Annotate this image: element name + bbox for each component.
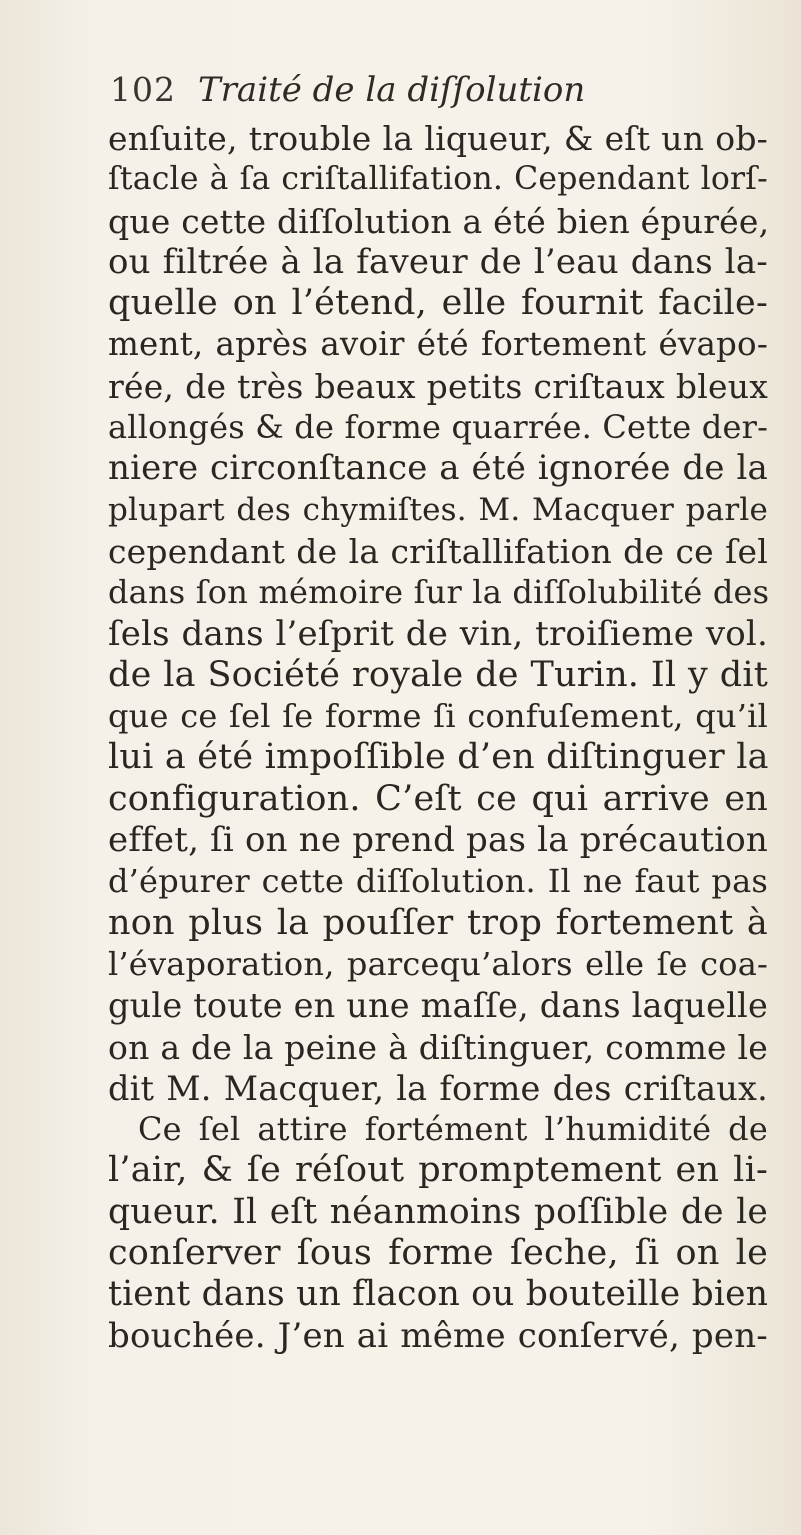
body-text xyxy=(108,118,768,1357)
text-line: niere circonſtance a été ignorée de la xyxy=(108,448,768,489)
text-line: cependant de la criſtallifation de ce ſel xyxy=(108,531,768,571)
text-line: allongés & de forme quarrée. Cette der- xyxy=(108,408,769,447)
text-line: lui a été impoſſible d’en diſtinguer la xyxy=(108,737,769,778)
text-line: que cette diſſolution a été bien épurée, xyxy=(108,201,770,241)
text-line: enſuite, trouble la liqueur, & eſt un ob- xyxy=(108,119,768,158)
text-line: l’évaporation, parcequ’alors elle ſe coa- xyxy=(108,944,768,983)
text-line: l’air, & ſe réſout promptement en li- xyxy=(108,1150,768,1191)
text-line: tient dans un flacon ou bouteille bien xyxy=(108,1274,769,1315)
text-line: dit M. Macquer, la forme des criſtaux. xyxy=(108,1068,768,1108)
text-line: ſtacle à ſa criſtallifation. Cependant lorſ- xyxy=(108,161,768,198)
text-line: plupart des chymiſtes. M. Macquer parle xyxy=(108,491,768,528)
text-line: gule toute en une maſſe, dans laquelle xyxy=(108,986,768,1026)
text-line: on a de la peine à diſtinguer, comme le xyxy=(108,1027,768,1067)
running-title: Traité de la diſſolution xyxy=(198,70,586,110)
text-line: configuration. C’eſt ce qui arrive en xyxy=(108,778,768,819)
text-line: ſels dans l’eſprit de vin, troiſieme vol. xyxy=(108,613,768,654)
text-line: queur. Il eſt néanmoins poſſible de le xyxy=(108,1191,768,1232)
text-line: que ce ſel ſe forme ſi confuſement, qu’il xyxy=(108,697,768,736)
text-line: non plus la pouſſer trop fortement à xyxy=(108,902,768,943)
text-line: rée, de très beaux petits criſtaux bleux xyxy=(108,366,768,406)
page-header xyxy=(110,70,750,118)
text-line: conſerver ſous forme ſeche, ſi on le xyxy=(108,1233,768,1274)
text-line: ment, après avoir été fortement évapo- xyxy=(108,325,768,364)
text-line: dans ſon mémoire ſur la diſſolubilité des xyxy=(108,573,770,612)
text-line: ou filtrée à la faveur de l’eau dans la- xyxy=(108,241,768,282)
page-number: 102 xyxy=(110,70,176,109)
text-line: bouchée. J’en ai même conſervé, pen- xyxy=(108,1315,768,1356)
text-line: effet, ſi on ne prend pas la précaution xyxy=(108,820,768,861)
text-line: Ce ſel attire fortément l’humidité de xyxy=(138,1110,768,1149)
text-line: quelle on l’étend, elle fournit facile- xyxy=(108,283,768,324)
text-line: d’épurer cette diſſolution. Il ne faut pas xyxy=(108,862,768,901)
text-line: de la Société royale de Turin. Il y dit xyxy=(108,654,768,695)
